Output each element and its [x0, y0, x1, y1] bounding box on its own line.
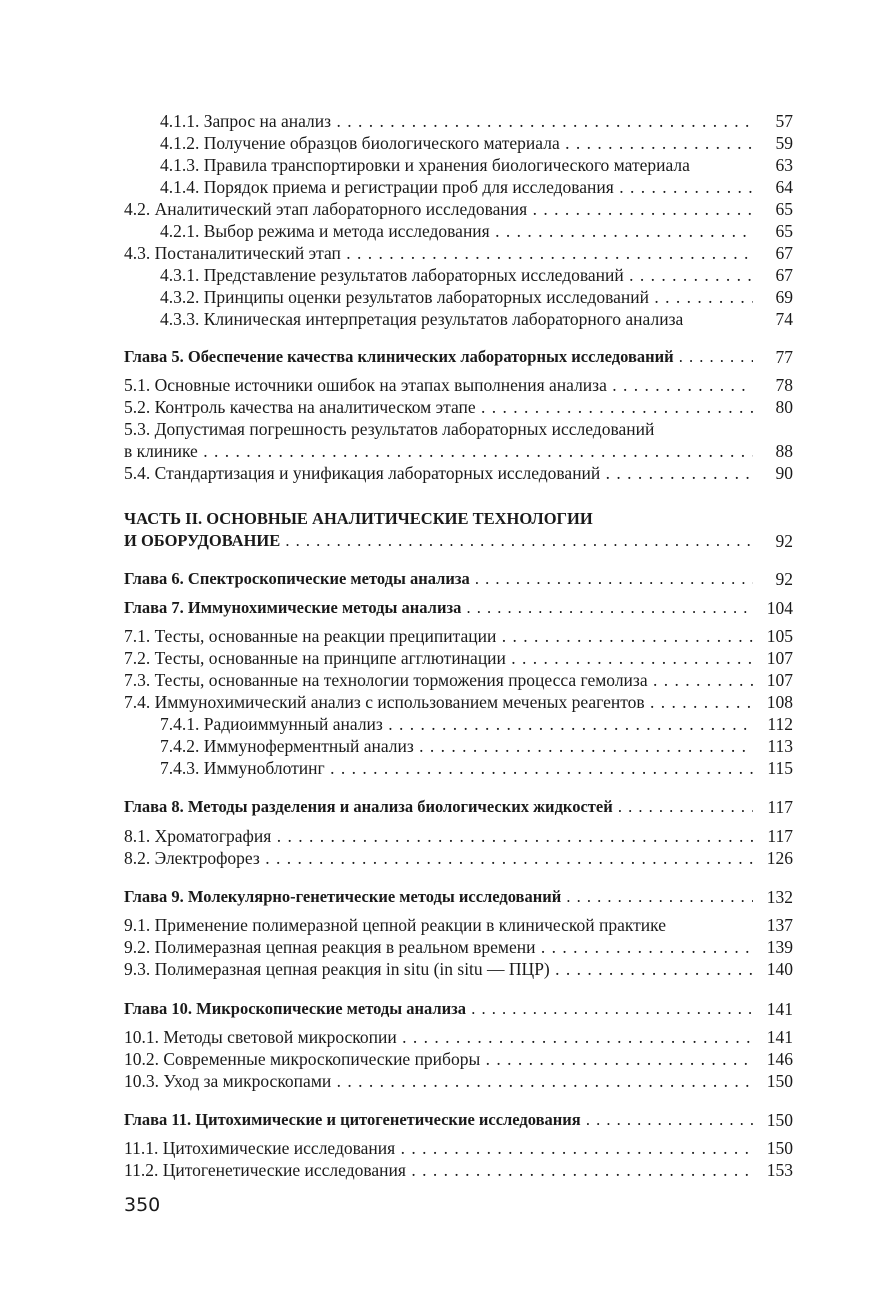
toc-entry-page: 132: [766, 887, 793, 907]
toc-entry-4-3-2: [160, 286, 793, 308]
toc-entry-page: 77: [775, 347, 793, 367]
toc-entry-page: 153: [766, 1160, 793, 1180]
toc-entry-11-1: [124, 1137, 793, 1159]
toc-entry-page: 107: [766, 670, 793, 690]
toc-entry-10-2: [124, 1048, 793, 1070]
toc-entry-title: 4.3.2. Принципы оценки результатов лабораторных исследований . . .: [160, 286, 753, 308]
toc-entry-page: 150: [766, 1071, 793, 1091]
toc-entry-title: 11.1. Цитохимические исследования . . .: [124, 1137, 753, 1159]
toc-entry-page: 80: [775, 397, 793, 417]
toc-entry-title: 10.3. Уход за микроскопами . . .: [124, 1070, 753, 1092]
toc-entry-7-4: [124, 691, 793, 713]
toc-entry-title: 10.2. Современные микроскопические приборы . . .: [124, 1048, 753, 1070]
toc-entry-7-4-3: [160, 757, 793, 779]
toc-entry-5-3-line2: [124, 440, 793, 462]
toc-chapter-5: [124, 346, 793, 368]
toc-entry-8-1: [124, 825, 793, 847]
toc-entry-title: 4.1.1. Запрос на анализ . . .: [160, 110, 753, 132]
toc-entry-8-2: [124, 847, 793, 869]
toc-entry-page: 126: [766, 848, 793, 868]
toc-entry-title: 5.3. Допустимая погрешность результатов лабораторных исследований: [124, 419, 655, 439]
toc-entry-page: 105: [766, 626, 793, 646]
toc-entry-4-1-4: [160, 176, 793, 198]
toc-entry-title: 7.4. Иммунохимический анализ с использованием меченых реагентов . . .: [124, 691, 753, 713]
toc-entry-9-2: [124, 936, 793, 958]
toc-entry-title: 7.4.2. Иммуноферментный анализ . . .: [160, 735, 753, 757]
toc-entry-7-4-2: [160, 735, 793, 757]
toc-entry-4-3: [124, 242, 793, 264]
toc-entry-page: 64: [775, 177, 793, 197]
toc-entry-9-3: [124, 958, 793, 980]
toc-entry-title: 4.3. Постаналитический этап . . .: [124, 242, 753, 264]
toc-entry-7-1: [124, 625, 793, 647]
toc-entry-title: 4.2. Аналитический этап лабораторного исследования . . .: [124, 198, 753, 220]
toc-entry-page: 92: [775, 531, 793, 551]
toc-chapter-10: [124, 998, 793, 1020]
toc-entry-4-3-3: [160, 308, 793, 330]
toc-entry-page: 141: [766, 1027, 793, 1047]
toc-chapter-title: Глава 5. Обеспечение качества клинических лабораторных исследований . . .: [124, 346, 753, 368]
toc-part-title: И ОБОРУДОВАНИЕ . . .: [124, 530, 753, 552]
toc-entry-page: 65: [775, 199, 793, 219]
toc-entry-title: 5.4. Стандартизация и унификация лабораторных исследований . . .: [124, 462, 753, 484]
toc-entry-page: 78: [775, 375, 793, 395]
toc-entry-title: 8.2. Электрофорез . . .: [124, 847, 753, 869]
toc-entry-title: 7.3. Тесты, основанные на технологии торможения процесса гемолиза . . .: [124, 669, 753, 691]
toc-entry-4-1-1: [160, 110, 793, 132]
toc-entry-page: 137: [766, 915, 793, 935]
toc-chapter-6: [124, 568, 793, 590]
toc-entry-title: 7.4.1. Радиоиммунный анализ . . .: [160, 713, 753, 735]
toc-entry-4-2: [124, 198, 793, 220]
toc-entry-4-1-2: [160, 132, 793, 154]
toc-chapter-title: Глава 9. Молекулярно-генетические методы исследований . . .: [124, 886, 753, 908]
toc-entry-5-3-line1: [124, 418, 793, 440]
toc-entry-title: 9.3. Полимеразная цепная реакция in situ (in situ — ПЦР) . . .: [124, 958, 753, 980]
toc-entry-page: 59: [775, 133, 793, 153]
toc-chapter-11: [124, 1109, 793, 1131]
toc-entry-page: 69: [775, 287, 793, 307]
toc-entry-11-2: [124, 1159, 793, 1181]
toc-entry-5-2: [124, 396, 793, 418]
toc-entry-page: 74: [775, 309, 793, 329]
toc-entry-page: 90: [775, 463, 793, 483]
toc-entry-title: 10.1. Методы световой микроскопии . . .: [124, 1026, 753, 1048]
toc-entry-title: 4.2.1. Выбор режима и метода исследования . . .: [160, 220, 753, 242]
toc-entry-page: 104: [766, 598, 793, 618]
toc-entry-title: 7.1. Тесты, основанные на реакции преципитации . . .: [124, 625, 753, 647]
toc-entry-title: 4.1.2. Получение образцов биологического материала . . .: [160, 132, 753, 154]
toc-part-2-line2: [124, 530, 793, 552]
toc-entry-page: 113: [767, 736, 793, 756]
toc-chapter-7: [124, 597, 793, 619]
toc-entry-title: 9.1. Применение полимеразной цепной реакции в клинической практике: [124, 915, 667, 935]
toc-entry-page: 150: [766, 1138, 793, 1158]
toc-entry-page: 112: [767, 714, 793, 734]
toc-entry-7-2: [124, 647, 793, 669]
toc-entry-page: 115: [767, 758, 793, 778]
toc-entry-page: 107: [766, 648, 793, 668]
toc-chapter-9: [124, 886, 793, 908]
toc-entry-9-1: [124, 914, 793, 936]
toc-part-title: ЧАСТЬ II. ОСНОВНЫЕ АНАЛИТИЧЕСКИЕ ТЕХНОЛОГИИ: [124, 509, 593, 528]
toc-entry-page: 139: [766, 937, 793, 957]
toc-entry-title: 4.1.4. Порядок приема и регистрации проб для исследования . . .: [160, 176, 753, 198]
toc-entry-page: 67: [775, 243, 793, 263]
toc-entry-page: 67: [775, 265, 793, 285]
toc-entry-page: 57: [775, 111, 793, 131]
toc-entry-page: 65: [775, 221, 793, 241]
toc-entry-page: 117: [767, 797, 793, 817]
toc-entry-4-3-1: [160, 264, 793, 286]
toc-entry-title: 5.1. Основные источники ошибок на этапах выполнения анализа . . .: [124, 374, 753, 396]
toc-chapter-title: Глава 10. Микроскопические методы анализа . . .: [124, 998, 753, 1020]
toc-entry-title: 4.3.1. Представление результатов лабораторных исследований . . .: [160, 264, 753, 286]
toc-entry-page: 117: [767, 826, 793, 846]
toc-entry-page: 63: [775, 155, 793, 175]
toc-chapter-title: Глава 8. Методы разделения и анализа биологических жидкостей . . .: [124, 796, 753, 818]
toc-entry-title: 11.2. Цитогенетические исследования . . .: [124, 1159, 753, 1181]
toc-entry-page: 92: [775, 569, 793, 589]
toc-entry-10-3: [124, 1070, 793, 1092]
toc-entry-page: 108: [766, 692, 793, 712]
toc-entry-title: 4.1.3. Правила транспортировки и хранения биологического материала: [160, 155, 690, 175]
toc-chapter-8: [124, 796, 793, 818]
toc-entry-page: 88: [775, 441, 793, 461]
toc-entry-page: 141: [766, 999, 793, 1019]
toc-entry-title: 7.4.3. Иммуноблотинг . . .: [160, 757, 753, 779]
toc-entry-title: 4.3.3. Клиническая интерпретация результатов лабораторного анализа: [160, 309, 684, 329]
toc-entry-page: 146: [766, 1049, 793, 1069]
toc-entry-4-1-3: [160, 154, 793, 176]
page-number: 350: [124, 1194, 161, 1216]
toc-part-2-line1: [124, 508, 793, 530]
toc-entry-5-1: [124, 374, 793, 396]
toc-entry-title: 7.2. Тесты, основанные на принципе агглютинации . . .: [124, 647, 753, 669]
toc-entry-title: 5.2. Контроль качества на аналитическом этапе . . .: [124, 396, 753, 418]
toc-entry-page: 140: [766, 959, 793, 979]
toc-entry-title: 9.2. Полимеразная цепная реакция в реальном времени . . .: [124, 936, 753, 958]
toc-entry-7-4-1: [160, 713, 793, 735]
toc-entry-10-1: [124, 1026, 793, 1048]
toc-chapter-title: Глава 7. Иммунохимические методы анализа . . .: [124, 597, 753, 619]
toc-entry-title: 8.1. Хроматография . . .: [124, 825, 753, 847]
toc-chapter-title: Глава 6. Спектроскопические методы анализа . . .: [124, 568, 753, 590]
toc-entry-7-3: [124, 669, 793, 691]
toc-entry-4-2-1: [160, 220, 793, 242]
toc-entry-5-4: [124, 462, 793, 484]
toc-entry-page: 150: [766, 1110, 793, 1130]
toc-chapter-title: Глава 11. Цитохимические и цитогенетические исследования . . .: [124, 1109, 753, 1131]
toc-entry-title: в клинике . . .: [124, 440, 753, 462]
